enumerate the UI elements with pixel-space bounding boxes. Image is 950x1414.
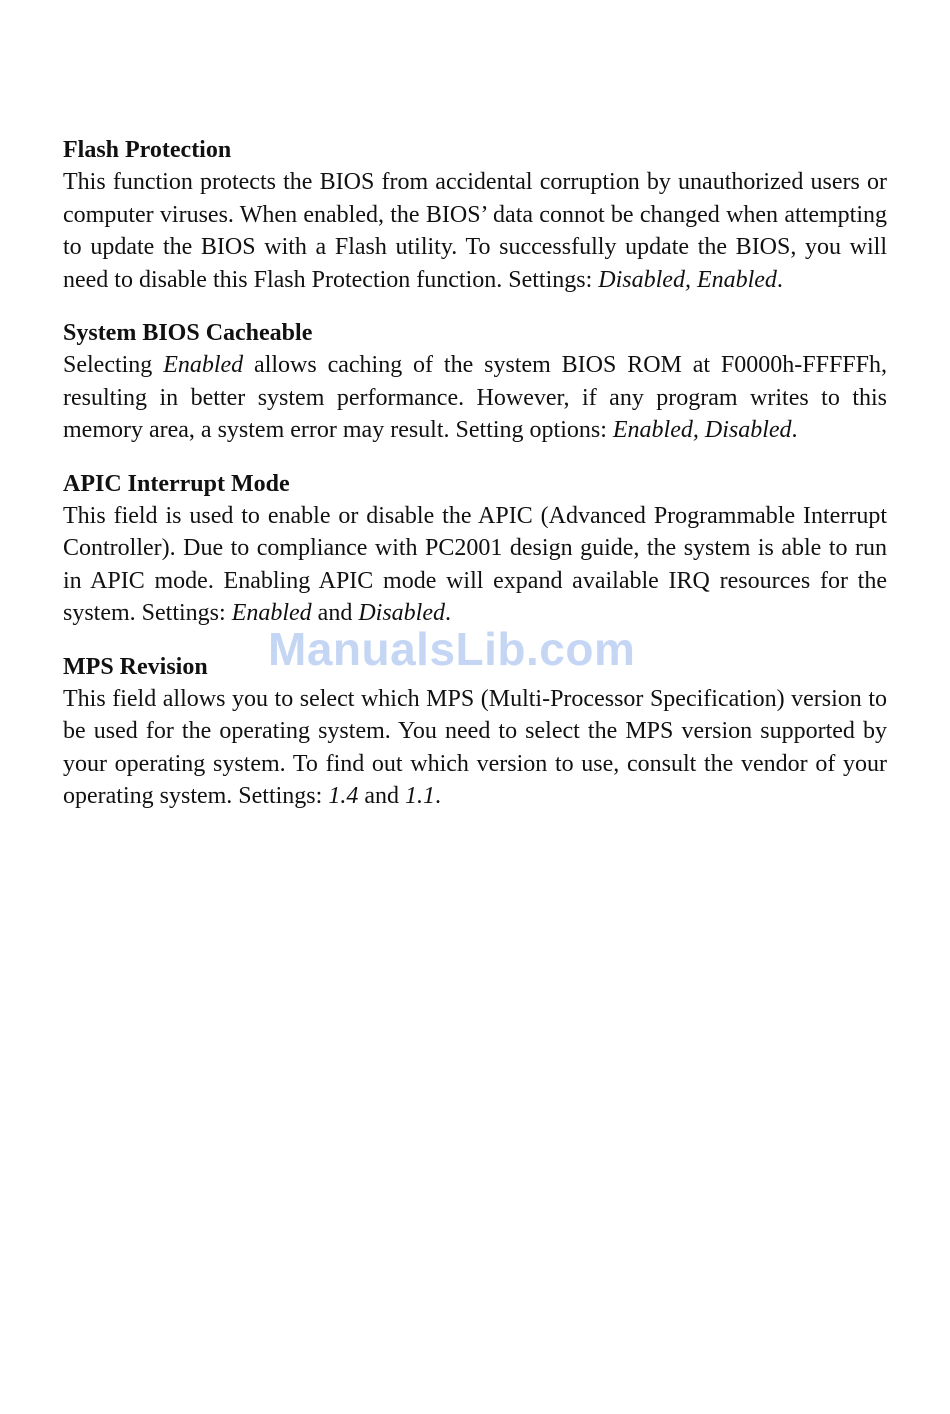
section-body xyxy=(63,500,887,630)
settings-option-2: Disabled xyxy=(358,600,445,626)
section-body xyxy=(63,166,887,296)
body-end: . xyxy=(434,783,441,809)
body-and: and xyxy=(311,600,359,626)
settings-option-2: 1.1 xyxy=(404,783,435,809)
body-text: This field allows you to select which MPS (Multi-Processor Specification) version to be used for the operating system. You need to select the MPS version supported by your operating system. To find out which version to use, consult the vendor of your operating system. Settings: xyxy=(63,685,887,809)
body-text: This function protects the BIOS from accidental corruption by unauthorized users or computer viruses. When enabled, the BIOS’ data connot be changed when attempting to update the BIOS with a Flash utility. To successfully update the BIOS, you will need to disable this Flash Protection function. Settings: xyxy=(63,169,887,293)
body-lead-italic: Enabled xyxy=(163,352,244,378)
section-heading: APIC Interrupt Mode xyxy=(63,470,290,497)
section-flash-protection xyxy=(63,134,887,296)
body-text: This field is used to enable or disable the APIC (Advanced Programmable Interrupt Controller). Due to compliance with PC2001 design guide, the system is able to run in APIC mode. Enabling APIC mode will expand available IRQ resources for the system. Settings: xyxy=(63,502,887,626)
section-heading: System BIOS Cacheable xyxy=(63,320,313,346)
settings-options: Disabled, Enabled xyxy=(598,266,777,293)
section-system-bios-cacheable xyxy=(63,317,887,447)
section-mps-revision xyxy=(63,651,887,813)
body-and: and xyxy=(358,783,405,809)
section-heading: MPS Revision xyxy=(63,653,208,680)
section-apic-interrupt-mode xyxy=(63,468,887,630)
section-body xyxy=(63,683,887,813)
section-body xyxy=(63,349,887,447)
body-end: . xyxy=(445,600,451,626)
body-lead: Selecting xyxy=(63,352,164,378)
settings-option-1: 1.4 xyxy=(328,783,359,809)
body-text: allows caching of the system BIOS ROM at F0000h-FFFFFh, resulting in better system performance. However, if any program writes to this memory area, a system error may result. Setting options: xyxy=(63,352,887,443)
document-page xyxy=(63,134,887,834)
watermark: ManualsLib.com xyxy=(268,623,636,675)
settings-options: Enabled, Disabled xyxy=(612,417,792,443)
body-end: . xyxy=(776,266,783,293)
settings-option-1: Enabled xyxy=(231,600,312,626)
body-end: . xyxy=(791,417,798,443)
section-heading: Flash Protection xyxy=(63,137,232,163)
